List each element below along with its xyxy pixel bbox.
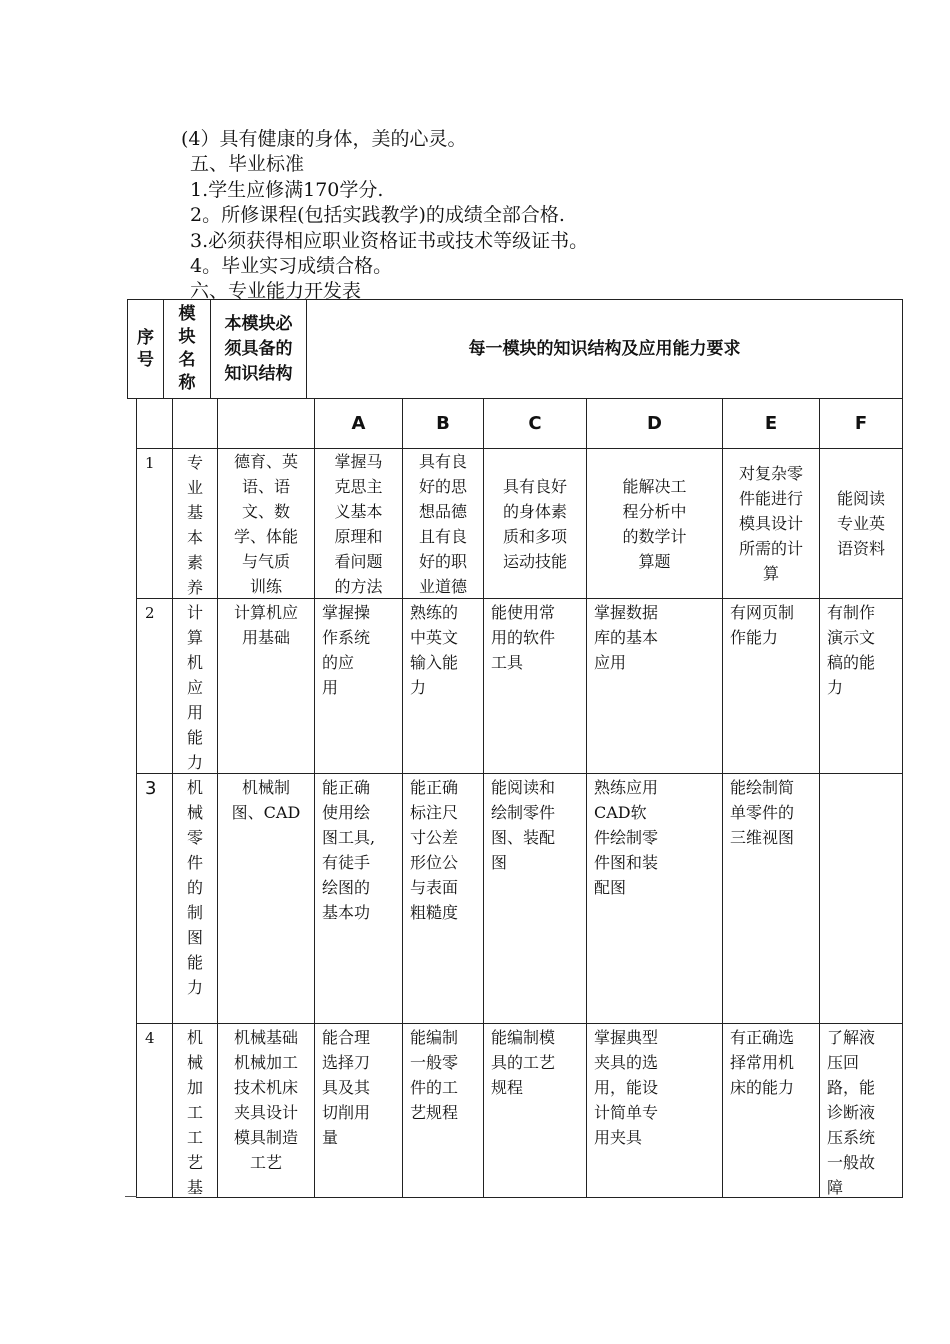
row4-name: 机 械 加 工 工 艺 基: [172, 1023, 218, 1198]
col-blank-seq: [136, 398, 173, 449]
standard-item-3: 3.必须获得相应职业资格证书或技术等级证书。: [190, 230, 589, 252]
row1-d: 能解决工 程分析中 的数学计 算题: [586, 448, 723, 599]
header-knowledge: 本模块必 须具备的 知识结构: [210, 299, 307, 399]
health-line: (4）具有健康的身体，美的心灵。: [181, 128, 467, 150]
col-blank-name: [172, 398, 218, 449]
col-blank-knowledge: [217, 398, 315, 449]
row2-d: 掌握数据 库的基本 应用: [586, 598, 723, 774]
row4-no: 4: [136, 1023, 173, 1198]
col-a: A: [314, 398, 403, 449]
row3-d: 熟练应用 CAD软 件绘制零 件图和装 配图: [586, 773, 723, 1024]
row2-f: 有制作 演示文 稿的能 力: [819, 598, 903, 774]
row1-name: 专 业 基 本 素 养: [172, 448, 218, 599]
row2-knowledge: 计算机应 用基础: [217, 598, 315, 774]
row2-a: 掌握操 作系统 的应 用: [314, 598, 403, 774]
row4-d: 掌握典型 夹具的选 用，能设 计简单专 用夹具: [586, 1023, 723, 1198]
row1-no: 1: [136, 448, 173, 599]
standard-item-2: 2。所修课程(包括实践教学)的成绩全部合格.: [190, 204, 565, 226]
row1-knowledge: 德育、英 语、语 文、数 学、体能 与气质 训练: [217, 448, 315, 599]
col-d: D: [586, 398, 723, 449]
row2-c: 能使用常 用的软件 工具: [483, 598, 587, 774]
row4-e: 有正确选 择常用机 床的能力: [722, 1023, 820, 1198]
standard-item-4: 4。毕业实习成绩合格。: [190, 255, 393, 277]
row1-f: 能阅读 专业英 语资料: [819, 448, 903, 599]
row2-e: 有网页制 作能力: [722, 598, 820, 774]
standard-item-1: 1.学生应修满170学分.: [190, 179, 384, 201]
row3-knowledge: 机械制 图、CAD: [217, 773, 315, 1024]
row4-b: 能编制 一般零 件的工 艺规程: [402, 1023, 484, 1198]
row1-e: 对复杂零 件能进行 模具设计 所需的计 算: [722, 448, 820, 599]
col-e: E: [722, 398, 820, 449]
table-stub-line: [125, 1196, 137, 1197]
header-module-name: 模 块 名 称: [163, 299, 211, 399]
row4-knowledge: 机械基础 机械加工 技术机床 夹具设计 模具制造 工艺: [217, 1023, 315, 1198]
row3-a: 能正确 使用绘 图工具, 有徒手 绘图的 基本功: [314, 773, 403, 1024]
row3-no: 3: [136, 773, 173, 1024]
row4-f: 了解液 压回 路，能 诊断液 压系统 一般故 障: [819, 1023, 903, 1198]
section-graduation-standard: 五、毕业标准: [190, 153, 305, 175]
row3-e: 能绘制简 单零件的 三维视图: [722, 773, 820, 1024]
row3-b: 能正确 标注尺 寸公差 形位公 与表面 粗糙度: [402, 773, 484, 1024]
row1-a: 掌握马 克思主 义基本 原理和 看问题 的方法: [314, 448, 403, 599]
row3-c: 能阅读和 绘制零件 图、装配 图: [483, 773, 587, 1024]
row3-f: [819, 773, 903, 1024]
row4-c: 能编制模 具的工艺 规程: [483, 1023, 587, 1198]
col-b: B: [402, 398, 484, 449]
row1-c: 具有良好 的身体素 质和多项 运动技能: [483, 448, 587, 599]
row2-no: 2: [136, 598, 173, 774]
section-ability-table: 六、专业能力开发表: [190, 280, 362, 302]
row2-name: 计 算 机 应 用 能 力: [172, 598, 218, 774]
col-c: C: [483, 398, 587, 449]
header-requirement: 每一模块的知识结构及应用能力要求: [306, 299, 903, 399]
row1-b: 具有良 好的思 想品德 且有良 好的职 业道德: [402, 448, 484, 599]
row3-name: 机 械 零 件 的 制 图 能 力: [172, 773, 218, 1024]
header-seq: 序 号: [127, 299, 164, 399]
row2-b: 熟练的 中英文 输入能 力: [402, 598, 484, 774]
row4-a: 能合理 选择刀 具及其 切削用 量: [314, 1023, 403, 1198]
col-f: F: [819, 398, 903, 449]
